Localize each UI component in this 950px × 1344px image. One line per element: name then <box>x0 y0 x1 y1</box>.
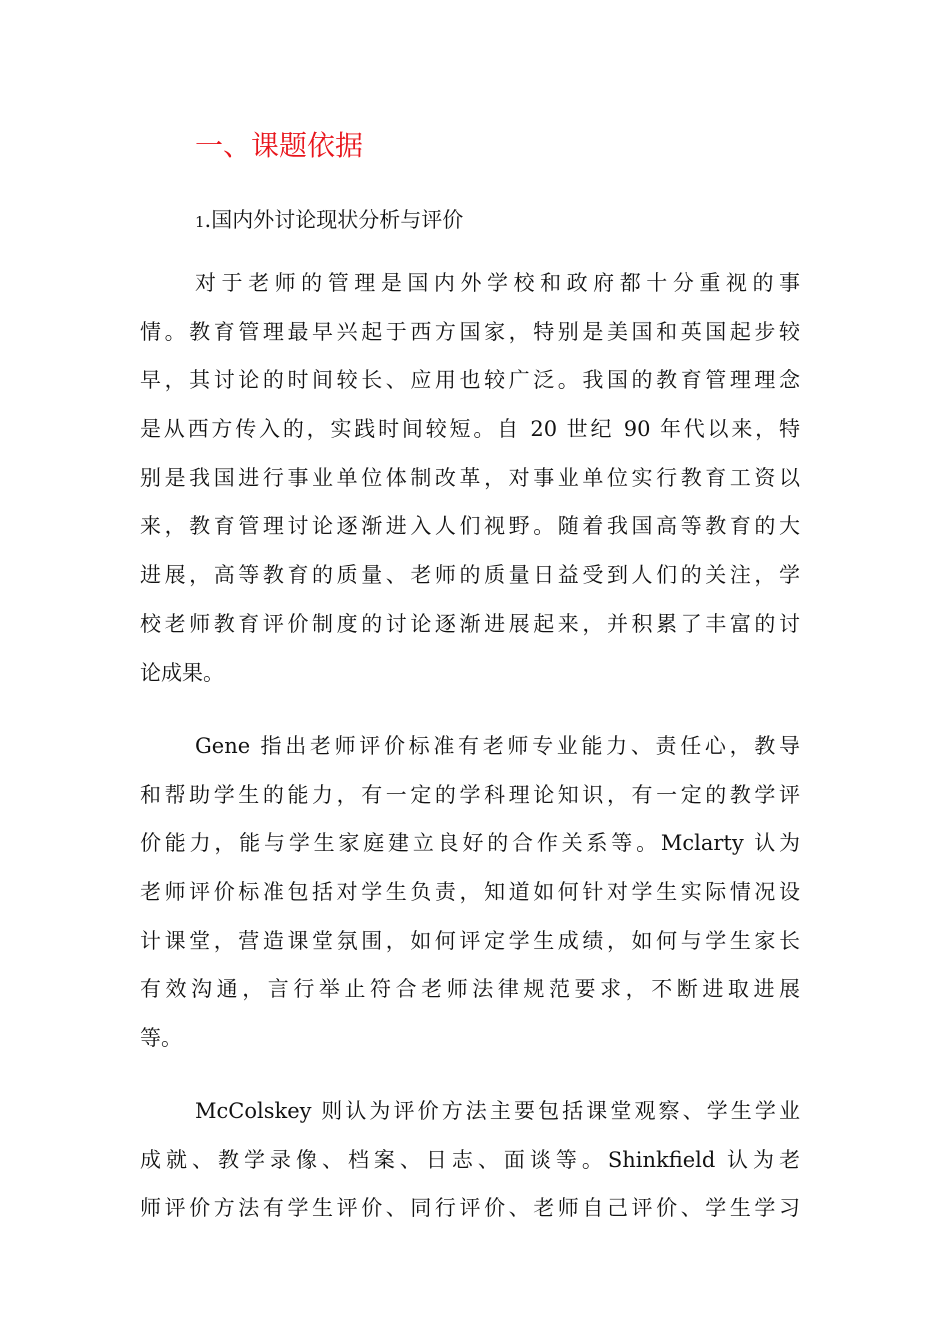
paragraph-line: 成就、教学录像、档案、日志、面谈等。Shinkfield 认为老 <box>140 1147 800 1172</box>
paragraph-line: 等。 <box>140 1026 182 1051</box>
paragraph-line: Gene 指出老师评价标准有老师专业能力、责任心，教导 <box>195 734 800 758</box>
paragraph-line: 计课堂，营造课堂氛围，如何评定学生成绩，如何与学生家长 <box>140 928 800 953</box>
paragraph-line: 校老师教育评价制度的讨论逐渐进展起来，并积累了丰富的讨 <box>140 611 800 636</box>
section-heading: 一、课题依据 <box>195 129 364 162</box>
paragraph-line: 早，其讨论的时间较长、应用也较广泛。我国的教育管理理念 <box>140 368 800 393</box>
paragraph-line: 和帮助学生的能力，有一定的学科理论知识，有一定的教学评 <box>140 782 800 807</box>
paragraph-line: 师评价方法有学生评价、同行评价、老师自己评价、学生学习 <box>140 1196 800 1221</box>
paragraph-2 <box>140 722 800 1063</box>
paragraph-line: 论成果。 <box>140 660 224 685</box>
paragraph-line: 来，教育管理讨论逐渐进入人们视野。随着我国高等教育的大 <box>140 514 800 539</box>
paragraph-line: 对于老师的管理是国内外学校和政府都十分重视的事 <box>195 271 800 295</box>
subsection-title: .国内外讨论现状分析与评价 <box>204 208 464 232</box>
paragraph-line: 老师评价标准包括对学生负责，知道如何针对学生实际情况设 <box>140 880 800 905</box>
paragraph-line: 情。教育管理最早兴起于西方国家，特别是美国和英国起步较 <box>140 319 800 344</box>
paragraph-1 <box>140 259 800 697</box>
paragraph-line: 别是我国进行事业单位体制改革，对事业单位实行教育工资以 <box>140 465 800 490</box>
subsection-number: 1 <box>195 213 205 231</box>
paragraph-line: 是从西方传入的，实践时间较短。自 20 世纪 90 年代以来，特 <box>140 417 800 442</box>
paragraph-line: 有效沟通，言行举止符合老师法律规范要求，不断进取进展 <box>140 977 800 1002</box>
subsection-heading <box>195 203 463 239</box>
paragraph-line: 价能力，能与学生家庭建立良好的合作关系等。Mclarty 认为 <box>140 831 800 856</box>
paragraph-line: 进展，高等教育的质量、老师的质量日益受到人们的关注，学 <box>140 563 800 588</box>
paragraph-line: McColskey 则认为评价方法主要包括课堂观察、学生学业 <box>195 1099 800 1123</box>
paragraph-3 <box>140 1087 800 1233</box>
